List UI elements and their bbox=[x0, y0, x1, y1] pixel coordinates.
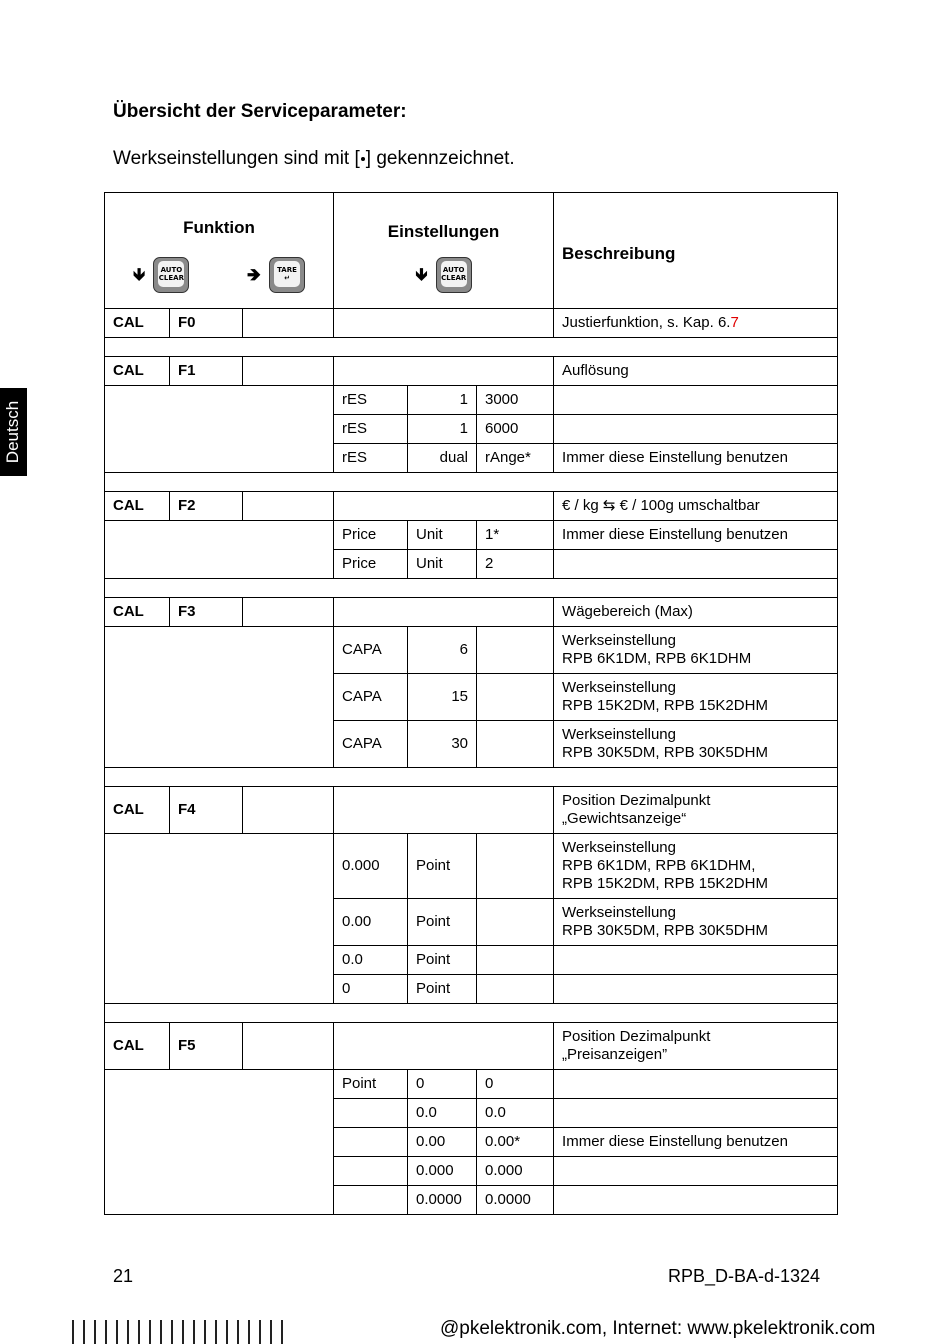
spacer-row bbox=[105, 768, 838, 787]
spacer-row bbox=[105, 579, 838, 598]
page-number: 21 bbox=[113, 1266, 134, 1286]
table-row: 0.00 Point Werkseinstellung RPB 30K5DM, RPB 30K5DHM bbox=[105, 899, 838, 946]
table-row: Point 0 0 bbox=[105, 1070, 838, 1099]
table-row bbox=[105, 492, 838, 521]
cropped-footer-graphic bbox=[72, 1320, 432, 1344]
auto-clear-key-icon: AUTO CLEAR bbox=[436, 257, 472, 293]
table-row bbox=[105, 1023, 838, 1070]
funktion-header bbox=[105, 193, 334, 309]
auto-clear-key-icon: AUTO CLEAR bbox=[153, 257, 189, 293]
arrow-down-icon: 🡻 bbox=[133, 264, 146, 284]
table-row bbox=[105, 598, 838, 627]
table-row: 0.0 Point bbox=[105, 946, 838, 975]
description-cell: Auflösung bbox=[554, 357, 838, 386]
table-row: 0.000 0.000 bbox=[105, 1157, 838, 1186]
table-row bbox=[105, 787, 838, 834]
function-code-cell: F4 bbox=[170, 787, 243, 834]
tare-key-icon: TARE ↵ bbox=[269, 257, 305, 293]
einstellungen-title: Einstellungen bbox=[387, 222, 500, 241]
table-row: rES 1 3000 bbox=[105, 386, 838, 415]
table-header-row bbox=[105, 193, 838, 309]
cal-cell: CAL bbox=[105, 492, 170, 521]
funktion-title: Funktion bbox=[183, 217, 255, 237]
factory-mark-icon bbox=[361, 157, 365, 161]
cal-cell: CAL bbox=[105, 787, 170, 834]
einstellungen-header bbox=[334, 193, 554, 309]
function-code-cell: F1 bbox=[170, 357, 243, 386]
table-row: CAPA 15 Werkseinstellung RPB 15K2DM, RPB 15K2DHM bbox=[105, 674, 838, 721]
document-id: RPB_D-BA-d-1324 bbox=[668, 1266, 821, 1286]
description-cell: € / kg ⇆ € / 100g umschaltbar bbox=[554, 492, 838, 521]
description-cell: Position Dezimalpunkt „Preisanzeigen” bbox=[554, 1023, 838, 1070]
spacer-row bbox=[105, 473, 838, 492]
table-row: CAPA 6 Werkseinstellung RPB 6K1DM, RPB 6K1DHM bbox=[105, 627, 838, 674]
contact-line: @pkelektronik.com, Internet: www.pkelektronik.com bbox=[440, 1318, 876, 1339]
description-cell: Wägebereich (Max) bbox=[554, 598, 838, 627]
table-row: 0.000 Point Werkseinstellung RPB 6K1DM, RPB 6K1DHM, RPB 15K2DM, RPB 15K2DHM bbox=[105, 834, 838, 899]
cal-cell: CAL bbox=[105, 357, 170, 386]
language-tab bbox=[0, 388, 27, 476]
cal-cell: CAL bbox=[105, 309, 170, 338]
function-code-cell: F3 bbox=[170, 598, 243, 627]
function-code-cell: F0 bbox=[170, 309, 243, 338]
note-text-after: ] gekennzeichnet. bbox=[365, 148, 515, 169]
table-row: 0 Point bbox=[105, 975, 838, 1004]
factory-setting-note bbox=[113, 148, 515, 170]
beschreibung-title: Beschreibung bbox=[562, 243, 676, 263]
description-cell: Justierfunktion, s. Kap. 6.7 bbox=[554, 309, 838, 338]
table-row: Price Unit 1* Immer diese Einstellung benutzen bbox=[105, 521, 838, 550]
arrow-right-icon: 🡺 bbox=[247, 264, 261, 284]
description-cell: Position Dezimalpunkt „Gewichtsanzeige“ bbox=[554, 787, 838, 834]
spacer-row bbox=[105, 1004, 838, 1023]
table-row: CAPA 30 Werkseinstellung RPB 30K5DM, RPB 30K5DHM bbox=[105, 721, 838, 768]
note-text-before: Werkseinstellungen sind mit [ bbox=[113, 148, 360, 169]
cal-cell: CAL bbox=[105, 1023, 170, 1070]
table-row: 0.0 0.0 bbox=[105, 1099, 838, 1128]
table-row bbox=[105, 309, 838, 338]
arrow-down-icon: 🡻 bbox=[415, 265, 428, 284]
service-parameter-table bbox=[104, 192, 838, 1215]
beschreibung-header bbox=[554, 193, 838, 309]
language-tab-label: Deutsch bbox=[3, 400, 23, 464]
function-code-cell: F5 bbox=[170, 1023, 243, 1070]
cal-cell: CAL bbox=[105, 598, 170, 627]
table-row: 0.0000 0.0000 bbox=[105, 1186, 838, 1215]
table-row: rES dual rAnge* Immer diese Einstellung benutzen bbox=[105, 444, 838, 473]
table-row bbox=[105, 357, 838, 386]
table-row: 0.00 0.00* Immer diese Einstellung benutzen bbox=[105, 1128, 838, 1157]
spacer-row bbox=[105, 338, 838, 357]
page-heading: Übersicht der Serviceparameter: bbox=[113, 101, 407, 122]
table-row: rES 1 6000 bbox=[105, 415, 838, 444]
function-code-cell: F2 bbox=[170, 492, 243, 521]
table-row: Price Unit 2 bbox=[105, 550, 838, 579]
